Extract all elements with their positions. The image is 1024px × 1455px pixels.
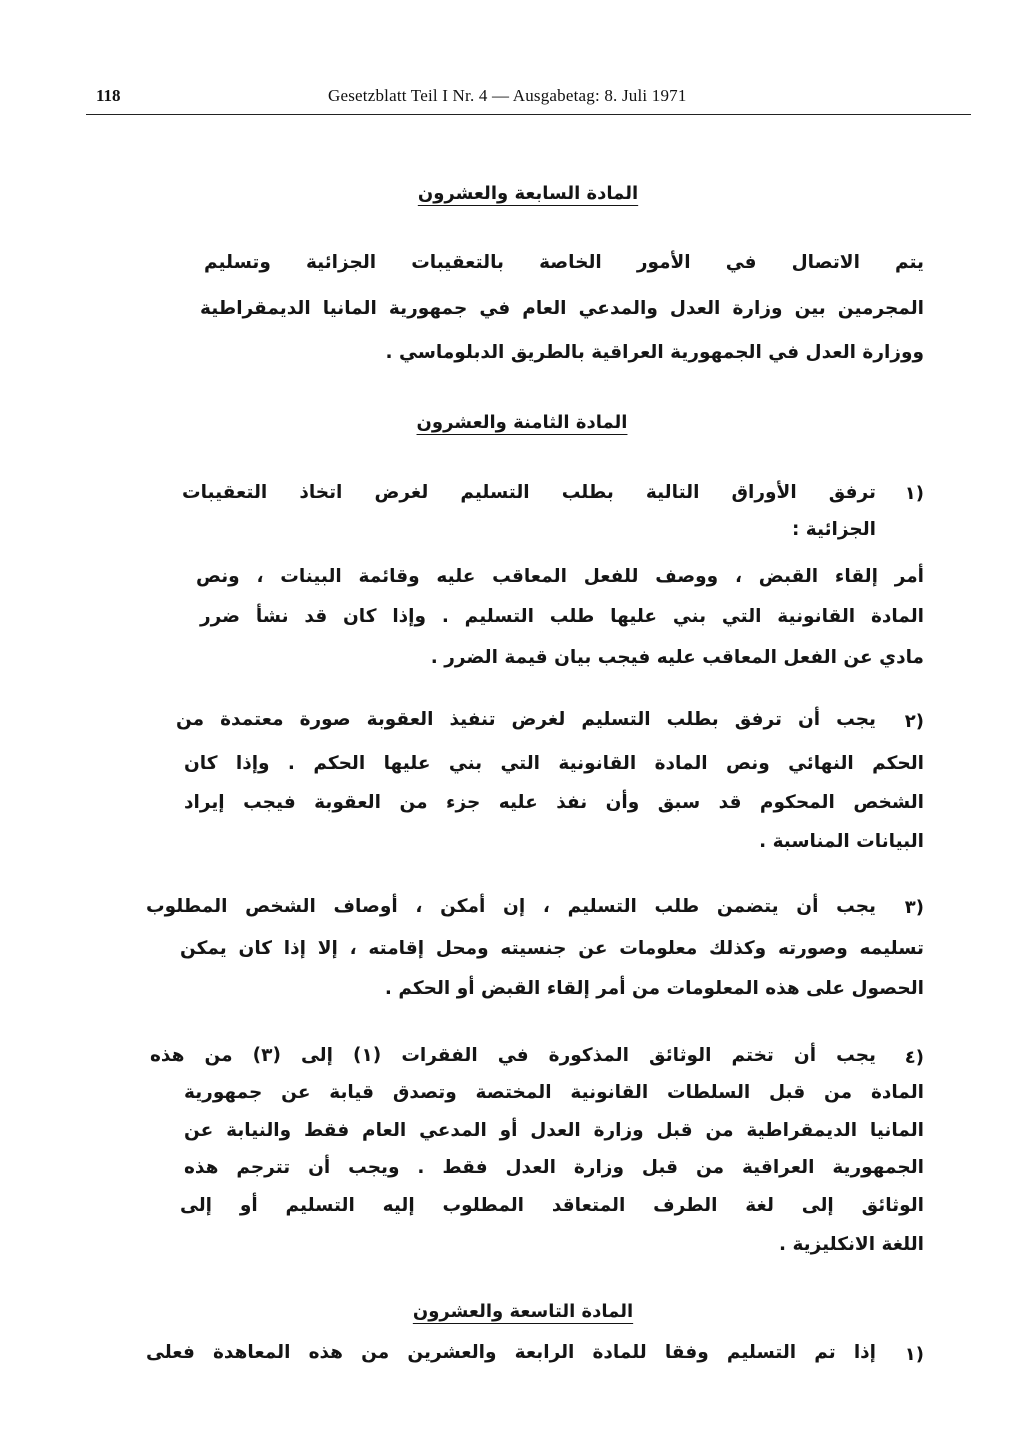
item-line: تسليمه وصورته وكذلك معلومات عن جنسيته ومحل إقامته ، إلا إذا كان يمكن	[180, 938, 924, 959]
running-title: Gesetzblatt Teil I Nr. 4 — Ausgabetag: 8. Juli 1971	[328, 86, 687, 105]
article-27-line: ووزارة العدل في الجمهورية العراقية بالطريق الدبلوماسي .	[385, 342, 924, 363]
item-line: الحصول على هذه المعلومات من أمر إلقاء القبض أو الحكم .	[384, 978, 924, 999]
item-line: البيانات المناسبة .	[759, 831, 924, 852]
page-number: 118	[96, 86, 121, 105]
item-line: الوثائق إلى لغة الطرف المتعاقد المطلوب إليه التسليم أو إلى	[180, 1195, 924, 1216]
article-28-heading: المادة الثامنة والعشرون	[416, 412, 628, 433]
item-line: اللغة الانكليزية .	[778, 1234, 924, 1255]
item-number: ٢)	[904, 711, 924, 732]
article-29-heading: المادة التاسعة والعشرون	[412, 1301, 634, 1322]
item-number: ٣)	[904, 897, 924, 918]
item-line: الجمهورية العراقية من قبل وزارة العدل فقط . ويجب أن تترجم هذه	[184, 1157, 924, 1178]
item-line: يجب أن ترفق بطلب التسليم لغرض تنفيذ العقوبة صورة معتمدة من	[176, 709, 876, 730]
item-number: ١)	[904, 1344, 924, 1365]
item-line: المادة القانونية التي بني عليها طلب التسليم . وإذا كان قد نشأ ضرر	[200, 606, 924, 627]
item-line: ترفق الأوراق التالية بطلب التسليم لغرض اتخاذ التعقيبات	[182, 482, 876, 503]
article-27-line: المجرمين بين وزارة العدل والمدعي العام في جمهورية المانيا الديمقراطية	[200, 298, 924, 319]
item-line: المادة من قبل السلطات القانونية المختصة وتصدق قيابة عن جمهورية	[184, 1082, 924, 1103]
item-number: ٤)	[904, 1047, 924, 1068]
item-line: الجزائية :	[791, 519, 876, 540]
header-rule	[86, 114, 971, 115]
item-line: يجب أن تختم الوثائق المذكورة في الفقرات (١) إلى (٣) من هذه	[150, 1045, 876, 1066]
item-line: مادي عن الفعل المعاقب عليه فيجب بيان قيمة الضرر .	[430, 647, 924, 668]
item-line: أمر إلقاء القبض ، ووصف للفعل المعاقب عليه وقائمة البينات ، ونص	[196, 566, 924, 587]
item-line: الحكم النهائي ونص المادة القانونية التي بني عليها الحكم . وإذا كان	[184, 753, 924, 774]
article-27-heading: المادة السابعة والعشرون	[417, 183, 639, 204]
article-27-line: يتم الاتصال في الأمور الخاصة بالتعقيبات الجزائية وتسليم	[204, 252, 924, 273]
item-line: يجب أن يتضمن طلب التسليم ، إن أمكن ، أوصاف الشخص المطلوب	[146, 896, 876, 917]
item-line: إذا تم التسليم وفقا للمادة الرابعة والعشرين من هذه المعاهدة فعلى	[146, 1342, 876, 1363]
page-header	[96, 86, 971, 116]
item-line: المانيا الديمقراطية من قبل وزارة العدل أو المدعي العام فقط والنيابة عن	[184, 1120, 924, 1141]
item-line: الشخص المحكوم قد سبق وأن نفذ عليه جزء من العقوبة فيجب إيراد	[184, 792, 924, 813]
item-number: ١)	[904, 483, 924, 504]
